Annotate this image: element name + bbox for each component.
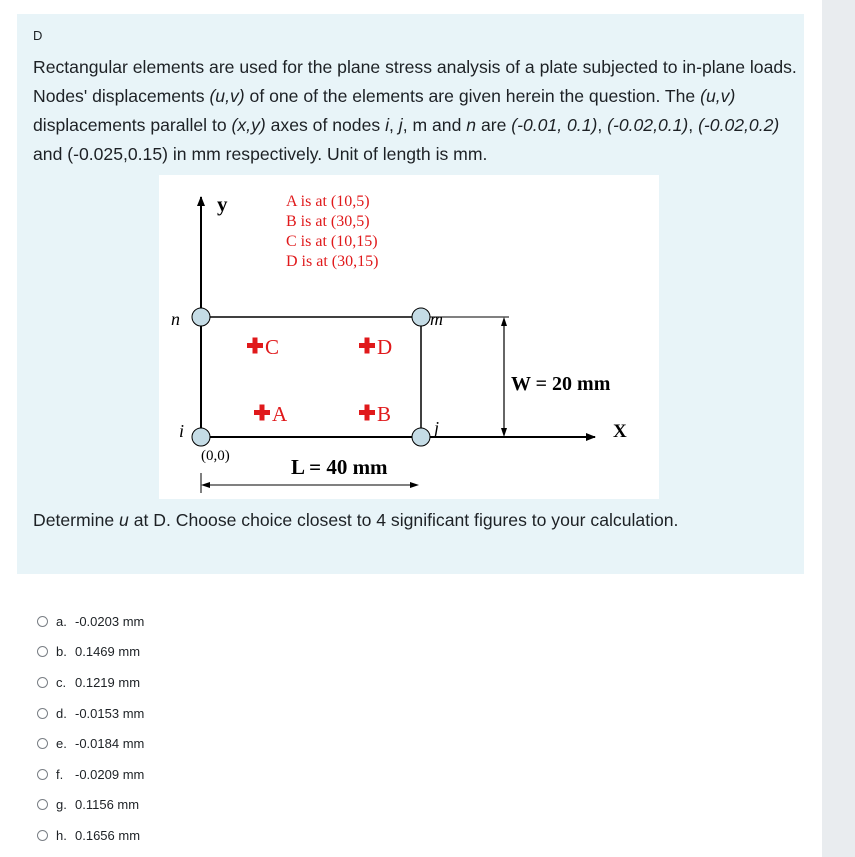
q-sep2: ,: [597, 115, 608, 135]
q-part1: Rectangular elements are used for the plane stress analysis of a plate subjected to in-plane loads. Nodes' displacements: [33, 57, 797, 106]
option-d[interactable]: [37, 702, 237, 724]
y-axis-label: y: [217, 192, 228, 216]
question-text: [33, 53, 798, 169]
point-d-label: D: [377, 335, 393, 359]
point-a-marker: [254, 405, 270, 421]
option-letter: a.: [56, 613, 67, 629]
q-sep3: ,: [688, 115, 699, 135]
option-h[interactable]: [37, 824, 237, 846]
radio-button[interactable]: [37, 769, 48, 780]
element-diagram: [159, 175, 659, 499]
node-j: [412, 428, 430, 446]
q-sep1: ,: [388, 115, 399, 135]
node-i: [192, 428, 210, 446]
w-arrow-top: [501, 317, 507, 326]
point-c-marker: [247, 338, 263, 354]
page-side-strip: [822, 0, 855, 857]
question-prompt: [33, 510, 678, 531]
point-d-marker: [359, 338, 375, 354]
option-value: 0.1469 mm: [75, 643, 141, 659]
x-axis-label: X: [613, 421, 627, 442]
radio-button[interactable]: [37, 708, 48, 719]
node-n-label: n: [171, 309, 180, 329]
ask-u: u: [119, 510, 129, 530]
point-a-label: A: [272, 402, 288, 426]
ask-part1: Determine: [33, 510, 120, 530]
q-part5: , m and: [402, 115, 467, 135]
option-value: 0.1156 mm: [75, 796, 140, 812]
q-uv: (u,v): [209, 86, 245, 106]
radio-button[interactable]: [37, 677, 48, 688]
radio-button[interactable]: [37, 738, 48, 749]
option-b[interactable]: [37, 640, 237, 662]
l-arrow-left: [201, 482, 210, 488]
option-value: -0.0153 mm: [75, 705, 145, 721]
q-disp2: (-0.02,0.1): [607, 115, 689, 135]
origin-label: (0,0): [201, 448, 230, 464]
point-b-coords: B is at (30,5): [286, 213, 370, 230]
q-disp1: (-0.01, 0.1): [511, 115, 598, 135]
node-m: [412, 308, 430, 326]
w-arrow-bottom: [501, 428, 507, 437]
element-figure: [159, 175, 659, 499]
q-part2: of one of the elements are given herein the question. The: [244, 86, 701, 106]
point-d-coords: D is at (30,15): [286, 253, 379, 270]
q-part3: displacements parallel to: [33, 115, 232, 135]
radio-button[interactable]: [37, 830, 48, 841]
q-part7: and (-0.025,0.15) in mm respectively. Unit of length is mm.: [33, 144, 488, 164]
q-uv-2: (u,v): [700, 86, 736, 106]
q-part6: are: [476, 115, 512, 135]
q-xy: (x,y): [231, 115, 266, 135]
option-e[interactable]: [37, 732, 237, 754]
radio-button[interactable]: [37, 616, 48, 627]
width-label: W = 20 mm: [511, 373, 611, 395]
option-g[interactable]: [37, 793, 237, 815]
option-value: -0.0209 mm: [75, 766, 145, 782]
point-c-label: C: [265, 335, 280, 359]
node-n: [192, 308, 210, 326]
point-a-coords: A is at (10,5): [286, 193, 370, 210]
option-letter: g.: [56, 796, 67, 812]
point-c-coords: C is at (10,15): [286, 233, 378, 250]
option-letter: h.: [56, 827, 67, 843]
radio-button[interactable]: [37, 646, 48, 657]
option-a[interactable]: [37, 610, 237, 632]
option-value: -0.0203 mm: [75, 613, 145, 629]
point-b-marker: [359, 405, 375, 421]
radio-button[interactable]: [37, 799, 48, 810]
q-node-i: i: [385, 115, 389, 135]
option-c[interactable]: [37, 671, 237, 693]
option-letter: c.: [56, 674, 67, 690]
q-node-j: j: [398, 115, 403, 135]
option-value: 0.1656 mm: [75, 827, 141, 843]
option-letter: f.: [56, 766, 64, 782]
point-b-label: B: [377, 402, 392, 426]
question-tag: D: [33, 28, 43, 43]
node-m-label: m: [430, 309, 443, 329]
option-value: 0.1219 mm: [75, 674, 141, 690]
node-j-label: j: [434, 418, 440, 438]
ask-part2: at D. Choose choice closest to 4 significant figures to your calculation.: [128, 510, 679, 530]
option-letter: b.: [56, 643, 67, 659]
l-arrow-right: [410, 482, 419, 488]
node-i-label: i: [179, 421, 185, 441]
option-value: -0.0184 mm: [75, 735, 145, 751]
option-letter: e.: [56, 735, 67, 751]
option-letter: d.: [56, 705, 67, 721]
option-f[interactable]: [37, 763, 237, 785]
q-node-n: n: [466, 115, 477, 135]
q-part4: axes of nodes: [265, 115, 386, 135]
length-label: L = 40 mm: [291, 455, 388, 479]
q-disp3: (-0.02,0.2): [698, 115, 780, 135]
